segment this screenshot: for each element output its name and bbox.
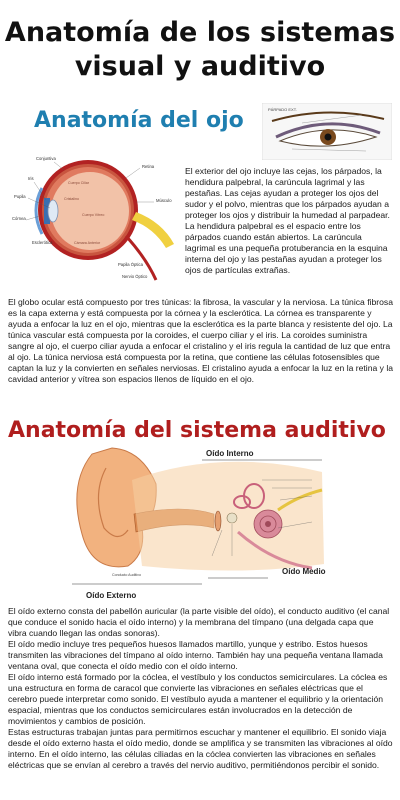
eye-diagram xyxy=(6,148,184,288)
ear-diagram xyxy=(72,444,340,602)
eye-section-heading: Anatomía del ojo xyxy=(34,108,244,133)
ear-external-text: El oído externo consta del pabellón auricular (la parte visible del oído), el conducto auditivo (el canal que conduce el sonido hacia el oído interno) y la membrana del tímpano (una delgada capa que vibra cuando llegan las ondas sonoras). xyxy=(8,606,390,638)
label-oido-medio: Oído Medio xyxy=(282,567,326,576)
label-oido-externo: Oído Externo xyxy=(86,591,137,600)
ear-summary-text: Estas estructuras trabajan juntas para permitirnos escuchar y mantener el equilibrio. El sonido viaja desde el oído externo hasta el oído medio, donde se amplifica y se transmiten las vibraciones al oído interno. En el oído interno, las células ciliadas en la cóclea convierten las vibraciones en señales eléctricas que se envían al cerebro a través del nervio auditivo, permitiéndonos percibir el sonido. xyxy=(8,727,393,770)
eyelid-label: PÁRPADO EXT. xyxy=(268,107,297,112)
label-conducto-auditivo: Conducto Auditivo xyxy=(112,573,141,577)
label-esclerotica: Esclerótica xyxy=(32,240,53,245)
label-cuerpo-ciliar: Cuerpo Ciliar xyxy=(68,181,89,185)
eyeball-paragraph: El globo ocular está compuesto por tres túnicas: la fibrosa, la vascular y la nerviosa. La túnica fibrosa es la capa externa y está compuesta por la córnea y la esclerótica. La córnea es transparente y ayuda a enfocar la luz en el ojo, mientras que la esclerótica es la parte blanca y resistente del ojo. La túnica vascular está compuesta por la coroides, el cuerpo ciliar y el iris. La coroides suministra sangre al ojo, el cuerpo ciliar ayuda a enfocar el cristalino y el iris regula la cantidad de luz que entra al ojo. La túnica nerviosa está compuesta por la retina, que contiene las células fotosensibles que captan la luz y la convierten en señales nerviosas. El cristalino ayuda a enfocar la luz en la retina y la cavidad anterior y vítrea son espacios llenos de líquido en el ojo. xyxy=(8,297,394,384)
label-iris: Iris xyxy=(28,176,34,181)
label-retina: Retina xyxy=(142,164,155,169)
label-cornea: Córnea xyxy=(12,216,26,221)
label-musculo: Músculo xyxy=(156,198,172,203)
label-oido-interno: Oído Interno xyxy=(206,449,254,458)
label-pupila: Pupila xyxy=(14,194,26,199)
label-camara: Cámara Anterior xyxy=(74,241,101,245)
ear-paragraph xyxy=(8,606,394,771)
label-vitreo: Cuerpo Vítreo xyxy=(82,213,105,217)
label-nervio: Nervio Óptico xyxy=(122,274,148,279)
ear-inner-text: El oído interno está formado por la cóclea, el vestíbulo y los conductos semicirculares. La cóclea es una estructura en forma de caracol que convierte las vibraciones en señales eléctricas que el cerebro puede interpretar como sonido. El vestíbulo ayuda a mantener el equilibrio y la orientación espacial, mientras que los conductos semicirculares están involucrados en la detección de movimientos y cambios de posición. xyxy=(8,672,388,726)
ear-middle-text: El oído medio incluye tres pequeños huesos llamados martillo, yunque y estribo. Estos huesos transmiten las vibraciones del tímpano al oído interno. También hay una pequeña ventana llamada ventana oval, que conecta el oído medio con el oído interno. xyxy=(8,639,383,671)
page-title: Anatomía de los sistemas visual y auditivo xyxy=(4,17,396,82)
label-papila: Papila Óptica xyxy=(118,262,143,267)
eyelid-illustration xyxy=(262,103,392,160)
eye-exterior-paragraph: El exterior del ojo incluye las cejas, los párpados, la hendidura palpebral, la carúncula lagrimal y las pestañas. Las cejas ayudan a proteger los ojos del sudor y el polvo, mientras que los párpados ayudan a proteger los ojos y distribuir la humedad al parpadear. La hendidura palpebral es el espacio entre los párpados cuando están abiertos. La carúncula lagrimal es una pequeña protuberancia en la esquina interna del ojo y las pestañas ayudan a proteger los ojos de partículas extrañas. xyxy=(185,166,390,275)
label-cristalino: Cristalino xyxy=(64,197,79,201)
label-conjuntiva: Conjuntiva xyxy=(36,156,56,161)
ear-section-heading: Anatomía del sistema auditivo xyxy=(8,418,386,443)
